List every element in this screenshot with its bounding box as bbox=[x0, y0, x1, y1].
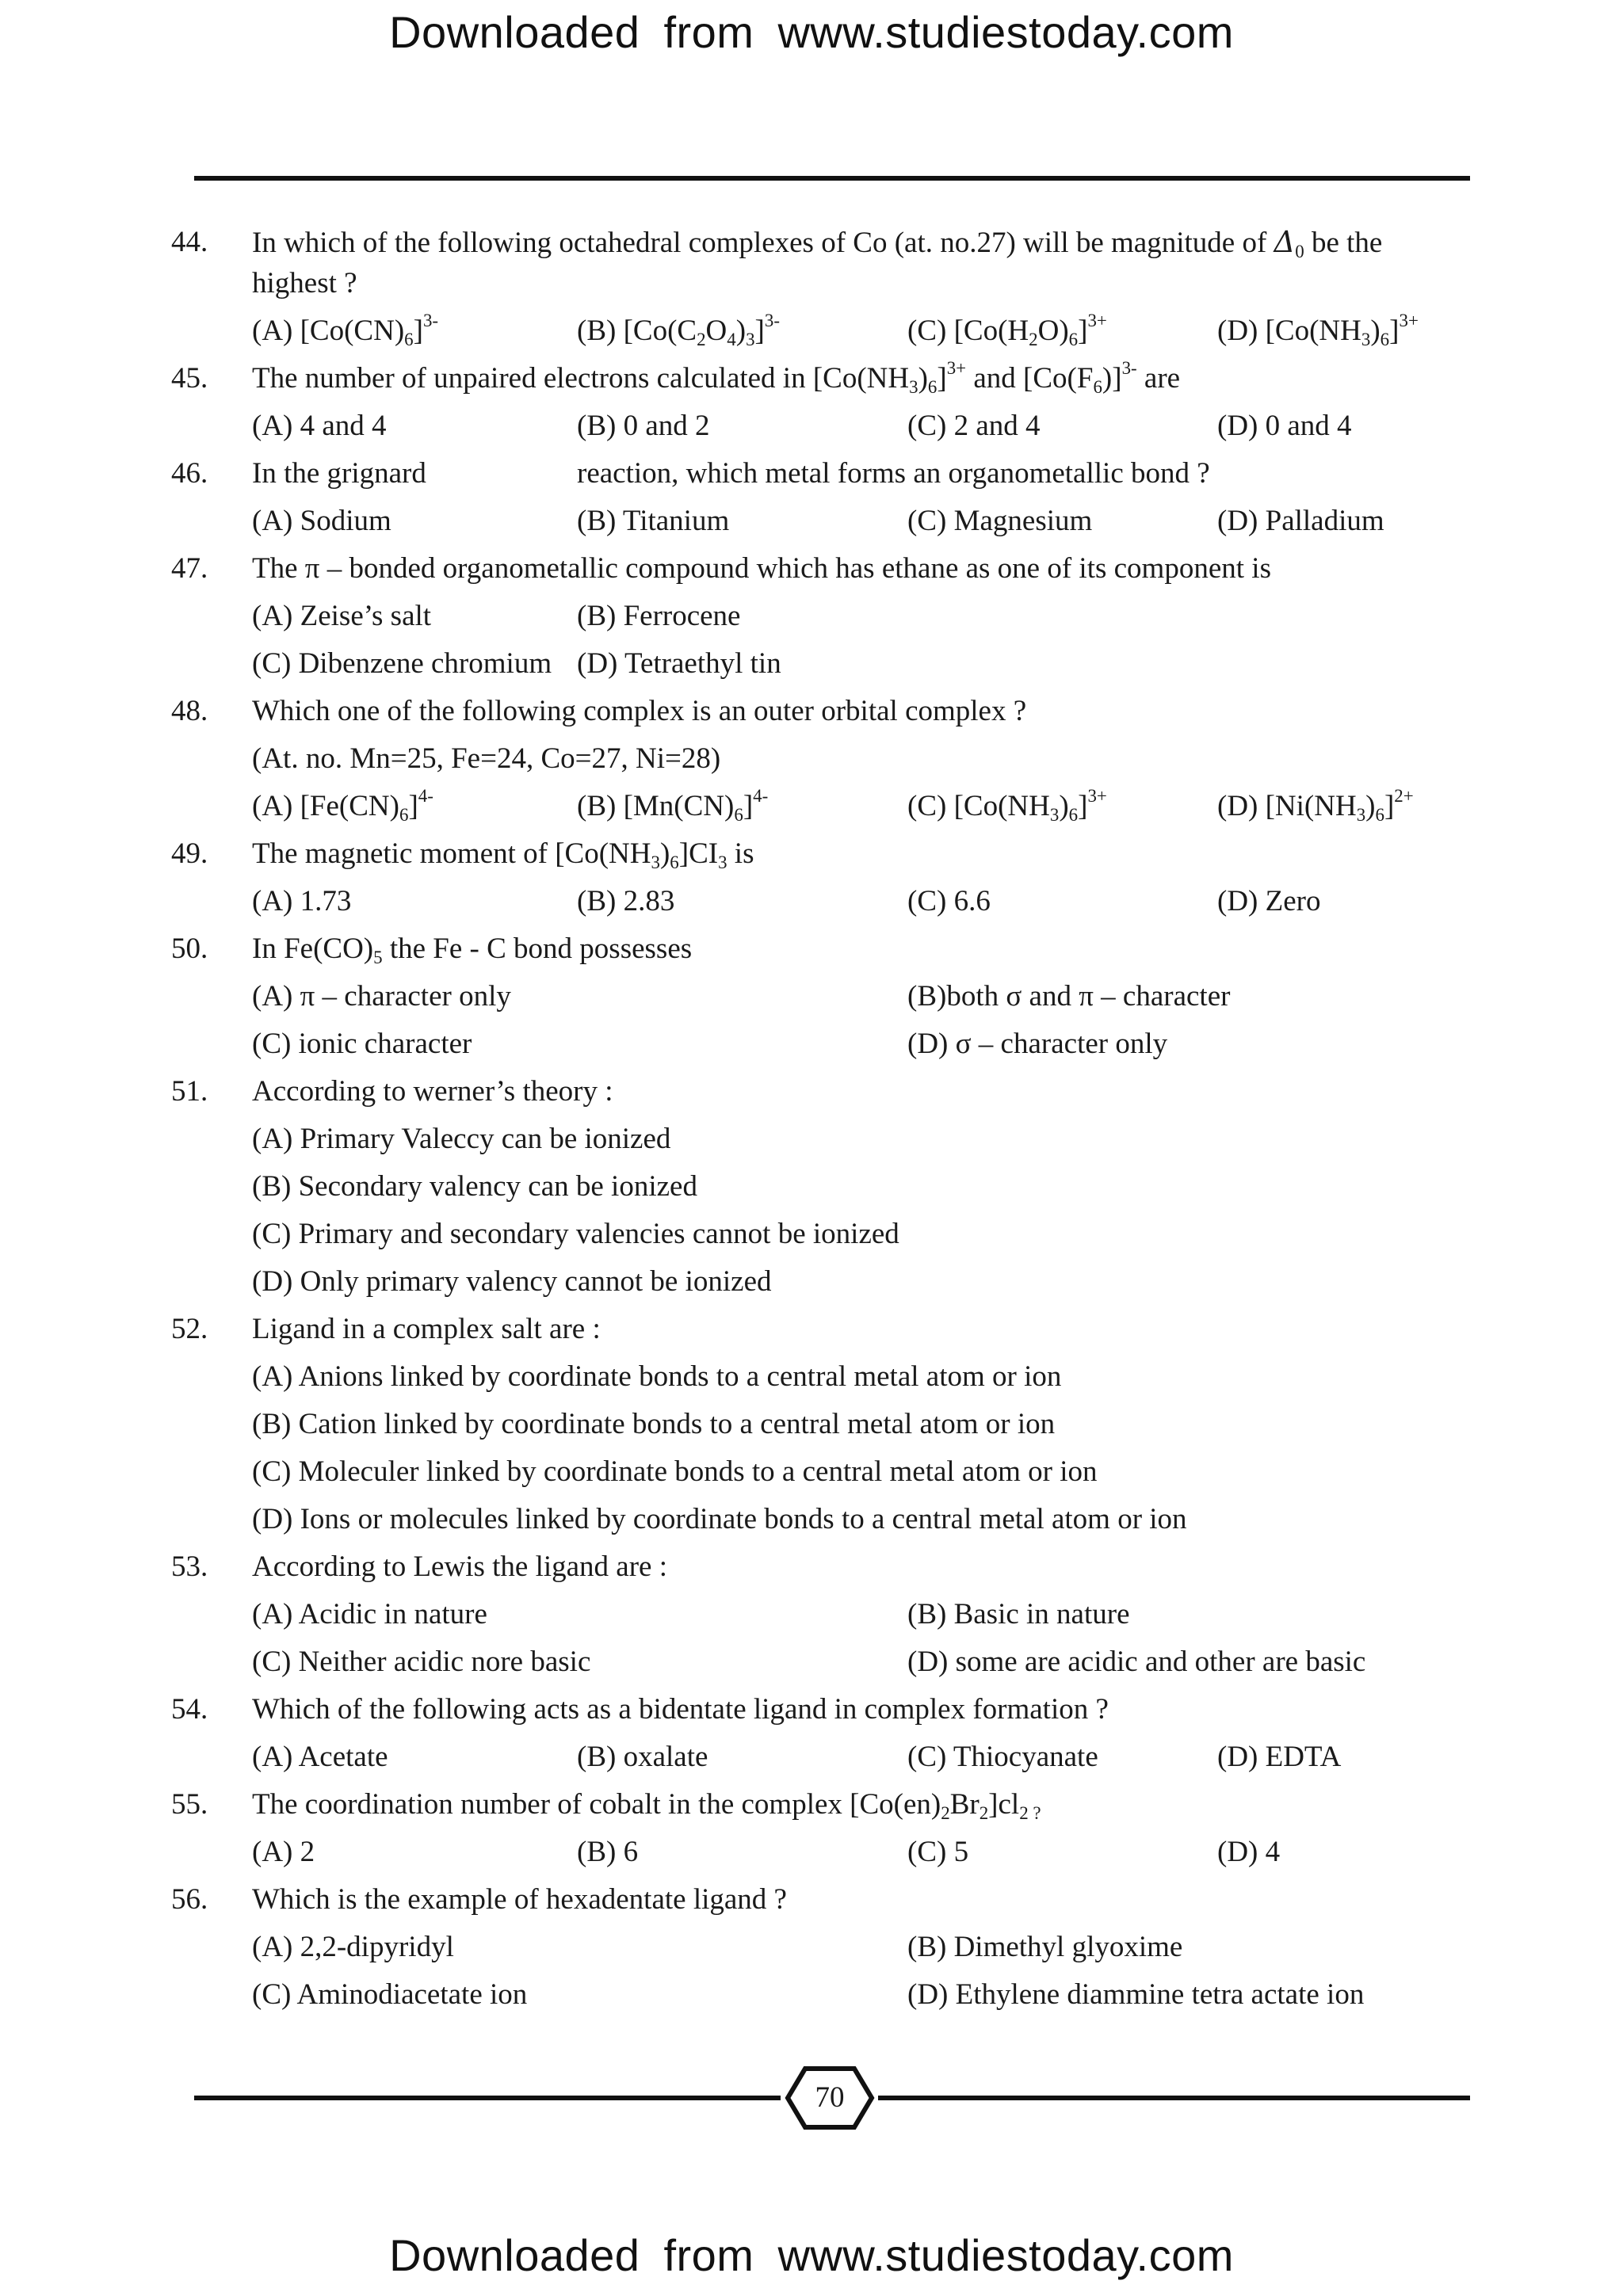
question-53-options-row-2 bbox=[0, 1640, 1623, 1684]
option-c[interactable]: (C) $[Co(H_2O)_6]^{3+}$ bbox=[907, 310, 1107, 349]
question-number: 48. bbox=[171, 695, 208, 727]
question-55-stem bbox=[0, 1783, 1623, 1827]
question-number: 51. bbox=[171, 1075, 208, 1108]
question-text: highest ? bbox=[252, 267, 357, 299]
option-c[interactable]: (C) Aminodiacetate ion bbox=[252, 1978, 528, 2011]
option-c[interactable]: (C) 6.6 bbox=[907, 885, 991, 917]
option-b[interactable]: (B) Secondary valency can be ionized bbox=[252, 1170, 697, 1203]
question-47-stem bbox=[0, 547, 1623, 591]
question-56-options-row-1 bbox=[0, 1925, 1623, 1970]
option-c[interactable]: (C) Magnesium bbox=[907, 505, 1093, 537]
question-52-option-b-row bbox=[0, 1402, 1623, 1447]
option-a[interactable]: (A) Primary Valeccy can be ionized bbox=[252, 1123, 671, 1155]
question-number: 49. bbox=[171, 837, 208, 870]
question-text: According to werner’s theory : bbox=[252, 1075, 613, 1108]
question-number: 55. bbox=[171, 1788, 208, 1821]
question-text: The coordination number of cobalt in the complex $[Co(en)_2Br_2]cl_{2 ?}$ bbox=[252, 1788, 1041, 1823]
question-number: 54. bbox=[171, 1693, 208, 1726]
option-b[interactable]: (B) $[Mn(CN)_6]^{4-}$ bbox=[577, 785, 769, 825]
banner-site-link[interactable]: www.studiestoday.com bbox=[777, 7, 1234, 57]
option-a[interactable]: (A) Acetate bbox=[252, 1741, 388, 1773]
option-a[interactable]: (A) $[Fe(CN)_6]^{4-}$ bbox=[252, 785, 433, 825]
question-text: In $Fe(CO)_5$ the Fe - C bond possesses bbox=[252, 933, 693, 967]
question-number: 44. bbox=[171, 226, 208, 258]
page-number: 70 bbox=[815, 2081, 845, 2114]
question-51-option-c-row bbox=[0, 1212, 1623, 1257]
question-text: In the grignard bbox=[252, 457, 426, 490]
banner-site-link[interactable]: www.studiestoday.com bbox=[777, 2230, 1234, 2280]
option-a[interactable]: (A) 2 bbox=[252, 1836, 315, 1868]
option-d[interactable]: (D) $[Co(NH_3)_6]^{3+}$ bbox=[1217, 310, 1419, 349]
option-c[interactable]: (C) $[Co(NH_3)_6]^{3+}$ bbox=[907, 785, 1107, 825]
question-48-options bbox=[0, 784, 1623, 829]
question-number: 52. bbox=[171, 1313, 208, 1345]
question-number: 47. bbox=[171, 552, 208, 585]
question-44-stem-line-1 bbox=[0, 220, 1623, 265]
option-b[interactable]: (B) Basic in nature bbox=[907, 1598, 1130, 1630]
question-text: Which is the example of hexadentate ligand ? bbox=[252, 1883, 787, 1916]
option-c[interactable]: (C) 2 and 4 bbox=[907, 410, 1041, 442]
question-number: 56. bbox=[171, 1883, 208, 1916]
question-text: (At. no. Mn=25, Fe=24, Co=27, Ni=28) bbox=[252, 742, 721, 775]
question-number: 46. bbox=[171, 457, 208, 490]
question-text: The π – bonded organometallic compound which has ethane as one of its component is bbox=[252, 552, 1271, 585]
question-text: The magnetic moment of $[Co(NH_3)_6]CI_3$ is bbox=[252, 837, 754, 872]
option-c[interactable]: (C) Thiocyanate bbox=[907, 1741, 1098, 1773]
option-b[interactable]: (B) oxalate bbox=[577, 1741, 708, 1773]
question-54-options bbox=[0, 1735, 1623, 1779]
question-56-stem bbox=[0, 1878, 1623, 1922]
question-52-option-a-row bbox=[0, 1355, 1623, 1399]
option-d[interactable]: (D) Tetraethyl tin bbox=[577, 647, 781, 680]
option-a[interactable]: (A) 1.73 bbox=[252, 885, 352, 917]
question-51-option-d-row bbox=[0, 1260, 1623, 1304]
option-a[interactable]: (A) 2,2-dipyridyl bbox=[252, 1931, 454, 1963]
option-a[interactable]: (A) Sodium bbox=[252, 505, 391, 537]
question-number: 50. bbox=[171, 933, 208, 965]
option-d[interactable]: (D) some are acidic and other are basic bbox=[907, 1646, 1366, 1678]
question-text: Which of the following acts as a bidentate ligand in complex formation ? bbox=[252, 1693, 1109, 1726]
option-d[interactable]: (D) Only primary valency cannot be ionized bbox=[252, 1265, 772, 1298]
question-56-options-row-2 bbox=[0, 1973, 1623, 2017]
question-52-option-d-row bbox=[0, 1497, 1623, 1542]
question-51-option-a-row bbox=[0, 1117, 1623, 1161]
question-46-stem bbox=[0, 452, 1623, 496]
option-a[interactable]: (A) Acidic in nature bbox=[252, 1598, 487, 1630]
option-d[interactable]: (D) Ethylene diammine tetra actate ion bbox=[907, 1978, 1365, 2011]
banner-word-from: from bbox=[663, 7, 754, 57]
option-b[interactable]: (B) $[Co(C_2O_4)_3]^{3-}$ bbox=[577, 310, 780, 349]
option-c[interactable]: (C) ionic character bbox=[252, 1028, 472, 1060]
option-d[interactable]: (D) σ – character only bbox=[907, 1028, 1168, 1060]
question-number: 53. bbox=[171, 1550, 208, 1583]
question-49-options bbox=[0, 879, 1623, 924]
option-c[interactable]: (C) Primary and secondary valencies cannot be ionized bbox=[252, 1218, 899, 1250]
option-a[interactable]: (A) $[Co(CN)_6]^{3-}$ bbox=[252, 310, 439, 349]
question-55-options bbox=[0, 1830, 1623, 1875]
option-b[interactable]: (B) Cation linked by coordinate bonds to a central metal atom or ion bbox=[252, 1408, 1056, 1440]
option-b[interactable]: (B) Dimethyl glyoxime bbox=[907, 1931, 1183, 1963]
option-d[interactable]: (D) EDTA bbox=[1217, 1741, 1342, 1773]
question-text: According to Lewis the ligand are : bbox=[252, 1550, 667, 1583]
option-b[interactable]: (B) 2.83 bbox=[577, 885, 675, 917]
question-text: In which of the following octahedral complexes of Co (at. no.27) will be magnitude of $\Delta_0$ be the bbox=[252, 225, 1383, 261]
question-47-options-row-1 bbox=[0, 594, 1623, 639]
question-48-stem-line-2 bbox=[0, 737, 1623, 781]
question-45-stem bbox=[0, 357, 1623, 401]
question-text: Ligand in a complex salt are : bbox=[252, 1313, 601, 1345]
question-50-options-row-1 bbox=[0, 974, 1623, 1019]
option-b[interactable]: (B) Titanium bbox=[577, 505, 730, 537]
option-a[interactable]: (A) Anions linked by coordinate bonds to a central metal atom or ion bbox=[252, 1360, 1062, 1393]
question-text: The number of unpaired electrons calculated in $[Co(NH_3)_6]^{3+}$ and $[Co(F_6)]^{3-}$ are bbox=[252, 357, 1181, 397]
question-45-options bbox=[0, 404, 1623, 448]
option-d[interactable]: (D) Palladium bbox=[1217, 505, 1384, 537]
banner-word-downloaded: Downloaded bbox=[389, 2230, 640, 2280]
question-51-option-b-row bbox=[0, 1165, 1623, 1209]
footer-rule-left bbox=[194, 2096, 781, 2100]
option-a[interactable]: (A) π – character only bbox=[252, 980, 511, 1013]
question-50-stem bbox=[0, 927, 1623, 971]
option-d[interactable]: (D) Zero bbox=[1217, 885, 1321, 917]
option-b[interactable]: (B)both σ and π – character bbox=[907, 980, 1231, 1013]
footer-download-banner bbox=[0, 2229, 1623, 2281]
option-b[interactable]: (B) 0 and 2 bbox=[577, 410, 710, 442]
option-b[interactable]: (B) 6 bbox=[577, 1836, 639, 1868]
option-c[interactable]: (C) 5 bbox=[907, 1836, 969, 1868]
option-b[interactable]: (B) Ferrocene bbox=[577, 600, 741, 632]
banner-word-from: from bbox=[663, 2230, 754, 2280]
question-49-stem bbox=[0, 832, 1623, 876]
question-52-stem bbox=[0, 1307, 1623, 1352]
option-c[interactable]: (C) Neither acidic nore basic bbox=[252, 1646, 591, 1678]
question-50-options-row-2 bbox=[0, 1022, 1623, 1066]
question-44-stem-line-2 bbox=[0, 261, 1623, 306]
option-d[interactable]: (D) 4 bbox=[1217, 1836, 1281, 1868]
option-d[interactable]: (D) $[Ni(NH_3)_6]^{2+}$ bbox=[1217, 785, 1414, 825]
option-c[interactable]: (C) Dibenzene chromium bbox=[252, 647, 552, 680]
question-54-stem bbox=[0, 1688, 1623, 1732]
footer-rule-right bbox=[878, 2096, 1470, 2100]
question-48-stem-line-1 bbox=[0, 689, 1623, 734]
option-a[interactable]: (A) Zeise’s salt bbox=[252, 600, 432, 632]
option-d[interactable]: (D) 0 and 4 bbox=[1217, 410, 1352, 442]
question-51-stem bbox=[0, 1070, 1623, 1114]
question-text-continued: reaction, which metal forms an organometallic bond ? bbox=[577, 457, 1210, 490]
question-53-stem bbox=[0, 1545, 1623, 1589]
question-53-options-row-1 bbox=[0, 1592, 1623, 1637]
banner-word-downloaded: Downloaded bbox=[389, 7, 640, 57]
option-d[interactable]: (D) Ions or molecules linked by coordinate bonds to a central metal atom or ion bbox=[252, 1503, 1187, 1535]
question-number: 45. bbox=[171, 362, 208, 395]
option-c[interactable]: (C) Moleculer linked by coordinate bonds to a central metal atom or ion bbox=[252, 1455, 1098, 1488]
question-44-options bbox=[0, 309, 1623, 353]
question-47-options-row-2 bbox=[0, 642, 1623, 686]
question-52-option-c-row bbox=[0, 1450, 1623, 1494]
question-text: Which one of the following complex is an outer orbital complex ? bbox=[252, 695, 1027, 727]
option-a[interactable]: (A) 4 and 4 bbox=[252, 410, 387, 442]
question-46-options bbox=[0, 499, 1623, 543]
